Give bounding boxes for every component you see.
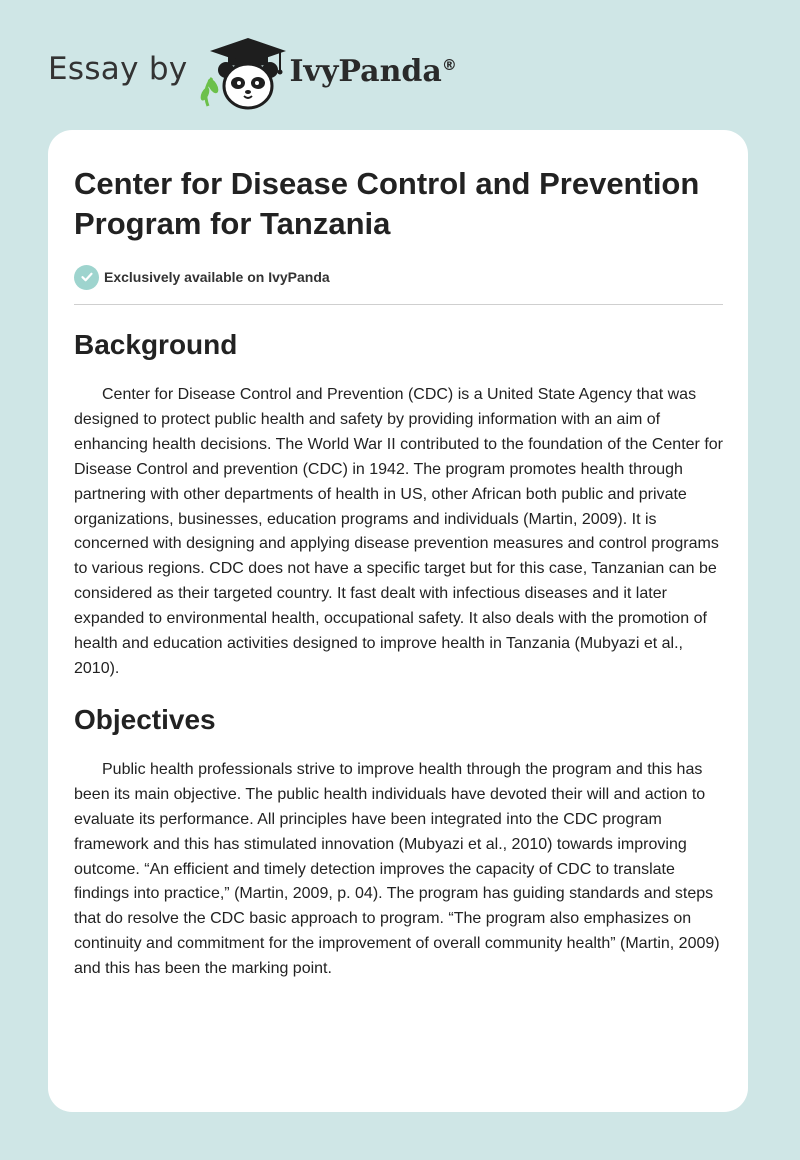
section-paragraph: Center for Disease Control and Prevention (CDC) is a United State Agency that was designed to protect public health and safety by providing information with an aim of enhancing health decisions. The World War II contributed to the foundation of the Center for Disease Control and prevention (CDC) in 1942. The program promotes health through partnering with other departments of health in US, other African both public and private organizations, businesses, education programs and individuals (Martin, 2009). It is concerned with designing and applying disease prevention measures and control programs to various regions. CDC does not have a specific target but for this case, Tanzanian can be considered as their targeted country. It fast dealt with infectious diseases and it later expanded to environmental health, occupational safety. It also deals with the promotion of health and education activities designed to improve health in Tanzania (Mubyazi et al., 2010). — [74, 386, 723, 677]
exclusive-badge — [74, 264, 723, 290]
brand-name-text: IvyPanda — [289, 53, 442, 89]
essay-content — [74, 164, 723, 982]
brand-name[interactable] — [290, 54, 457, 89]
section-heading: Objectives — [74, 703, 216, 735]
brand-prefix: Essay by — [48, 51, 188, 87]
checkmark-icon — [74, 265, 99, 290]
section-heading: Background — [74, 329, 238, 360]
section-objectives — [74, 702, 723, 982]
title-divider — [74, 304, 723, 305]
essay-title: Center for Disease Control and Prevention Program for Tanzania — [74, 166, 700, 241]
section-background — [74, 327, 723, 682]
exclusive-badge-text: Exclusively available on IvyPanda — [104, 269, 330, 285]
essay-card — [48, 130, 748, 1112]
section-paragraph: Public health professionals strive to improve health through the program and this has been its main objective. The public health individuals have devoted their will and action to evaluate its performance. All principles have been integrated into the CDC program framework and this has stimulated innovation (Mubyazi et al., 2010) towards improving outcome. “An efficient and timely detection improves the capacity of CDC to translate findings into practice,” (Martin, 2009, p. 04). The program has guiding standards and steps that do resolve the CDC basic approach to program. “The program also emphasizes on continuity and commitment for the improvement of overall community health” (Martin, 2009) and this has been the marking point. — [74, 760, 720, 978]
site-header — [48, 34, 457, 114]
registered-mark: ® — [441, 55, 457, 74]
panda-graduation-cap-icon[interactable] — [200, 36, 296, 112]
